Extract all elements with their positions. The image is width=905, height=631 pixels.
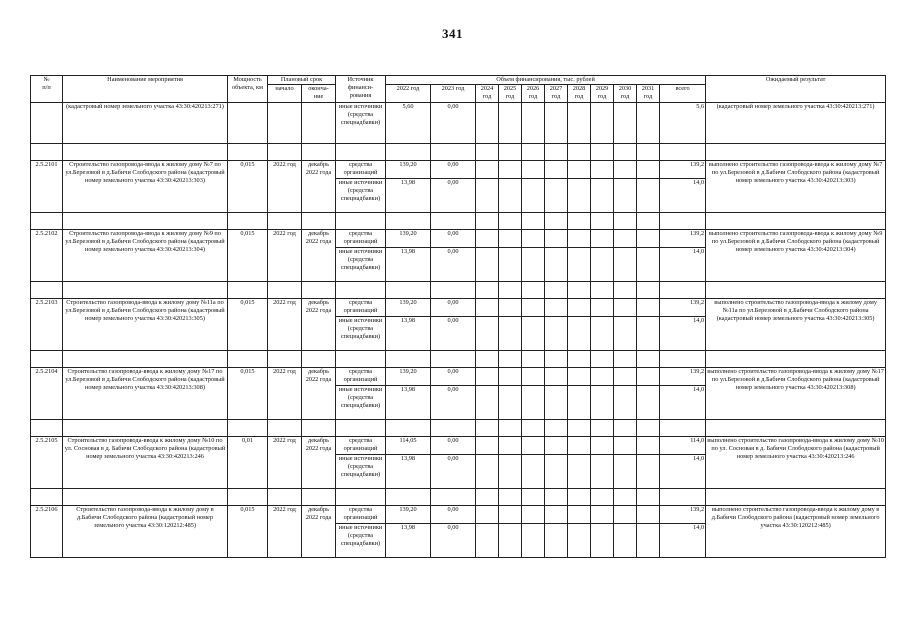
cell-2023-b: 0,00 bbox=[431, 385, 476, 419]
cell-name: Строительство газопровода-ввода к жилому дому №9 по ул.Березовой в д.Бабичи Слободского района (кадастровый номер земельного участка 43:30:420213:304) bbox=[63, 229, 228, 281]
cell-end: декабрь 2022 года bbox=[302, 505, 336, 557]
cell-total-a: 114,0 bbox=[660, 436, 706, 454]
cell-total-a: 139,2 bbox=[660, 229, 706, 247]
header-year-2029: 2029 год bbox=[591, 85, 614, 102]
cell-num: 2.5.2106 bbox=[31, 505, 63, 557]
table-row bbox=[31, 102, 886, 143]
cell-num: 2.5.2103 bbox=[31, 298, 63, 350]
table-row bbox=[31, 505, 886, 523]
cell-2023-a: 0,00 bbox=[431, 298, 476, 316]
cell-2023-b: 0,00 bbox=[431, 523, 476, 557]
cell-power: 0,01 bbox=[228, 436, 268, 488]
cell-2022-a: 139,20 bbox=[386, 160, 431, 178]
cell-2023-b: 0,00 bbox=[431, 247, 476, 281]
cell-2023-a: 0,00 bbox=[431, 367, 476, 385]
cell-result: (кадастровый номер земельного участка 43:30:420213:271) bbox=[706, 102, 886, 143]
cell-2022-a: 139,20 bbox=[386, 505, 431, 523]
table-row bbox=[31, 436, 886, 454]
cell-total-b: 14,0 bbox=[660, 178, 706, 212]
cell-result: выполнено строительство газопровода-ввода к жилому дому №11а по ул.Березовой в д.Бабичи Слободского района (кадастровый номер земельного участка 43:30:420213:305) bbox=[706, 298, 886, 350]
cell-num: 2.5.2101 bbox=[31, 160, 63, 212]
cell-end: декабрь 2022 года bbox=[302, 229, 336, 281]
cell-power: 0,015 bbox=[228, 160, 268, 212]
table-row bbox=[31, 160, 886, 178]
cell-start: 2022 год bbox=[268, 298, 302, 350]
cell-name: Строительство газопровода-ввода к жилому дому №11а по ул.Березовой в д.Бабичи Слободского района (кадастровый номер земельного участка 43:30:420213:305) bbox=[63, 298, 228, 350]
header-year-2030: 2030 год bbox=[614, 85, 637, 102]
cell-result: выполнено строительство газопровода-ввода к жилому дому №7 по ул.Березовой в д.Бабичи Слободского района (кадастровый номер земельного участка 43:30:420213:303) bbox=[706, 160, 886, 212]
cell-2022-a: 114,05 bbox=[386, 436, 431, 454]
spacer-row bbox=[31, 488, 886, 505]
cell-2022-b: 13,98 bbox=[386, 385, 431, 419]
cell-2023-b: 0,00 bbox=[431, 316, 476, 350]
header-year-2023: 2023 год bbox=[431, 85, 476, 102]
header-year-2026: 2026 год bbox=[522, 85, 545, 102]
cell-source-1: средства организаций bbox=[336, 298, 386, 316]
cell-2022-b: 13,98 bbox=[386, 316, 431, 350]
cell-source-2: иные источники (средства спецнадбавки) bbox=[336, 316, 386, 350]
cell-name: Строительство газопровода-ввода к жилому дому в д.Бабичи Слободского района (кадастровый номер земельного участка 43:30:120212:485) bbox=[63, 505, 228, 557]
cell-end: декабрь 2022 года bbox=[302, 436, 336, 488]
cell-result: выполнено строительство газопровода-ввода к жилому дому №9 по ул.Березовой в д.Бабичи Слободского района (кадастровый номер земельного участка 43:30:420213:304) bbox=[706, 229, 886, 281]
header-total: всего bbox=[660, 85, 706, 102]
cell-2023-a: 0,00 bbox=[431, 436, 476, 454]
table-row bbox=[31, 298, 886, 316]
cell-total-a: 139,2 bbox=[660, 160, 706, 178]
cell-power: 0,015 bbox=[228, 229, 268, 281]
cell-2023: 0,00 bbox=[431, 102, 476, 143]
cell-source-1: средства организаций bbox=[336, 436, 386, 454]
cell-start: 2022 год bbox=[268, 160, 302, 212]
header-term-start: начало bbox=[268, 85, 302, 102]
cell-result: выполнено строительство газопровода-ввода к жилому дому №10 по ул. Сосновая в д. Бабичи Слободского района (кадастровый номер земельного участка 43:30:420213:246 bbox=[706, 436, 886, 488]
header-source: Источник финанси- рования bbox=[336, 76, 386, 103]
header-result: Ожидаемый результат bbox=[706, 76, 886, 103]
cell-2022-b: 13,98 bbox=[386, 454, 431, 488]
cell-num: 2.5.2102 bbox=[31, 229, 63, 281]
cell-source-2: иные источники (средства спецнадбавки) bbox=[336, 247, 386, 281]
cell-2022-b: 13,98 bbox=[386, 247, 431, 281]
cell-2022-a: 139,20 bbox=[386, 229, 431, 247]
cell-name: (кадастровый номер земельного участка 43:30:420213:271) bbox=[63, 102, 228, 143]
cell-power: 0,015 bbox=[228, 505, 268, 557]
cell-start: 2022 год bbox=[268, 229, 302, 281]
cell-source-1: средства организаций bbox=[336, 505, 386, 523]
cell-2022-a: 139,20 bbox=[386, 367, 431, 385]
cell-source-2: иные источники (средства спецнадбавки) bbox=[336, 178, 386, 212]
cell-2023-a: 0,00 bbox=[431, 229, 476, 247]
cell-end: декабрь 2022 года bbox=[302, 367, 336, 419]
cell-start: 2022 год bbox=[268, 367, 302, 419]
spacer-row bbox=[31, 212, 886, 229]
cell-total: 5,6 bbox=[660, 102, 706, 143]
cell-total-b: 14,0 bbox=[660, 316, 706, 350]
cell-source-2: иные источники (средства спецнадбавки) bbox=[336, 523, 386, 557]
cell-2023-b: 0,00 bbox=[431, 454, 476, 488]
cell-start: 2022 год bbox=[268, 505, 302, 557]
cell-result: выполнено строительство газопровода-ввода к жилому дому №17 по ул.Березовой в д.Бабичи Слободского района (кадастровый номер земельного участка 43:30:420213:308) bbox=[706, 367, 886, 419]
cell-name: Строительство газопровода-ввода к жилому дому №17 по ул.Березовой в д.Бабичи Слободского района (кадастровый номер земельного участка 43:30:420213:308) bbox=[63, 367, 228, 419]
cell-name: Строительство газопровода-ввода к жилому дому №10 по ул. Сосновая в д. Бабичи Слободского района (кадастровый номер земельного участка 43:30:420213:246 bbox=[63, 436, 228, 488]
cell-source-1: средства организаций bbox=[336, 229, 386, 247]
cell-total-b: 14,0 bbox=[660, 454, 706, 488]
cell-power: 0,015 bbox=[228, 298, 268, 350]
cell-2022-a: 139,20 bbox=[386, 298, 431, 316]
cell-total-a: 139,2 bbox=[660, 367, 706, 385]
financing-table bbox=[30, 75, 886, 558]
header-year-2031: 2031 год bbox=[637, 85, 660, 102]
header-year-2027: 2027 год bbox=[545, 85, 568, 102]
cell-total-a: 139,2 bbox=[660, 505, 706, 523]
cell-total-b: 14,0 bbox=[660, 523, 706, 557]
cell-total-a: 139,2 bbox=[660, 298, 706, 316]
cell-name: Строительство газопровода-ввода к жилому дому №7 по ул.Березовой в д.Бабичи Слободского района (кадастровый номер земельного участка 43:30:420213:303) bbox=[63, 160, 228, 212]
cell-2022-b: 13,98 bbox=[386, 178, 431, 212]
cell-source-2: иные источники (средства спецнадбавки) bbox=[336, 454, 386, 488]
header-term-end: оконча- ние bbox=[302, 85, 336, 102]
cell-source: иные источники (средства спецнадбавки) bbox=[336, 102, 386, 143]
header-year-2024: 2024 год bbox=[476, 85, 499, 102]
cell-2022-b: 13,98 bbox=[386, 523, 431, 557]
cell-num: 2.5.2105 bbox=[31, 436, 63, 488]
cell-source-1: средства организаций bbox=[336, 367, 386, 385]
cell-power: 0,015 bbox=[228, 367, 268, 419]
cell-result: выполнено строительство газопровода-ввода к жилому дому в д.Бабичи Слободского района (кадастровый номер земельного участка 43:30:120212:485) bbox=[706, 505, 886, 557]
table-row bbox=[31, 367, 886, 385]
cell-source-1: средства организаций bbox=[336, 160, 386, 178]
cell-total-b: 14,0 bbox=[660, 385, 706, 419]
table-row bbox=[31, 229, 886, 247]
cell-total-b: 14,0 bbox=[660, 247, 706, 281]
cell-end: декабрь 2022 года bbox=[302, 298, 336, 350]
header-year-2022: 2022 год bbox=[386, 85, 431, 102]
cell-start: 2022 год bbox=[268, 436, 302, 488]
cell-2023-a: 0,00 bbox=[431, 505, 476, 523]
spacer-row bbox=[31, 350, 886, 367]
header-year-2028: 2028 год bbox=[568, 85, 591, 102]
spacer-row bbox=[31, 143, 886, 160]
header-name: Наименование мероприятия bbox=[63, 76, 228, 103]
header-year-2025: 2025 год bbox=[499, 85, 522, 102]
cell-end: декабрь 2022 года bbox=[302, 160, 336, 212]
header-volume: Объем финансирования, тыс. рублей bbox=[386, 76, 706, 85]
header-power: Мощность объекта, км bbox=[228, 76, 268, 103]
page-number: 341 bbox=[442, 26, 463, 41]
cell-num: 2.5.2104 bbox=[31, 367, 63, 419]
spacer-row bbox=[31, 419, 886, 436]
header-row-1 bbox=[31, 76, 886, 85]
cell-source-2: иные источники (средства спецнадбавки) bbox=[336, 385, 386, 419]
cell-2023-a: 0,00 bbox=[431, 160, 476, 178]
spacer-row bbox=[31, 281, 886, 298]
cell-2023-b: 0,00 bbox=[431, 178, 476, 212]
header-term: Плановый срок bbox=[268, 76, 336, 85]
header-num: № п/п bbox=[31, 76, 63, 103]
cell-2022: 5,60 bbox=[386, 102, 431, 143]
